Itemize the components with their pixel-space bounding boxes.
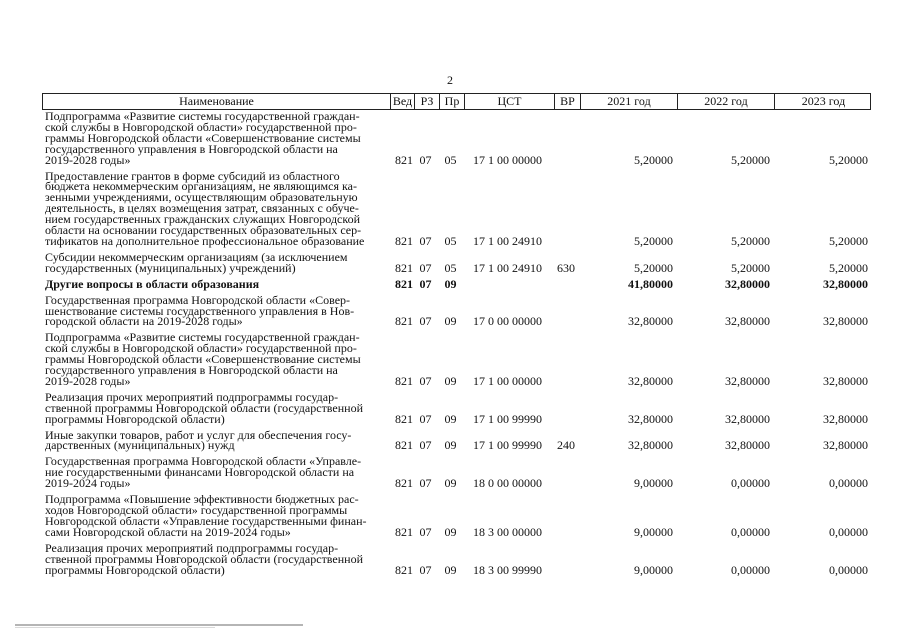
cell-pr: 09 bbox=[444, 476, 457, 491]
cell-name bbox=[42, 249, 389, 275]
cell-rz: 07 bbox=[419, 314, 432, 329]
table-header bbox=[42, 93, 871, 110]
table-row bbox=[42, 540, 871, 577]
cell-ved: 821 bbox=[395, 438, 413, 453]
name-line: Государственная программа Новгородской области «Управле- bbox=[45, 454, 362, 469]
cell-rz: 07 bbox=[419, 524, 432, 539]
cell-rz: 07 bbox=[419, 260, 432, 275]
cell-2022: 0,00000 bbox=[731, 562, 770, 577]
cell-pr: 05 bbox=[444, 260, 457, 275]
cell-pr: 05 bbox=[444, 233, 457, 248]
cell-name bbox=[42, 427, 389, 453]
cell-cst: 17 1 00 99990 bbox=[473, 411, 542, 426]
name-line: 2019-2028 годы» bbox=[45, 152, 131, 167]
name-line: 2019-2024 годы» bbox=[45, 476, 131, 491]
cell-cst: 17 1 00 99990 bbox=[473, 438, 542, 453]
cell-pr: 09 bbox=[444, 438, 457, 453]
cell-2023: 5,20000 bbox=[829, 260, 868, 275]
name-line: деятельность, в целях возмещения затрат, связанных с обуче- bbox=[45, 201, 359, 216]
name-line: ние государственными финансами Новгородской области на bbox=[45, 465, 355, 480]
scan-edge-divider bbox=[15, 627, 215, 628]
cell-name bbox=[42, 494, 389, 538]
header-ved: Вед bbox=[390, 94, 414, 109]
cell-2021: 5,20000 bbox=[634, 152, 673, 167]
cell-name bbox=[42, 389, 389, 426]
cell-name bbox=[42, 456, 389, 489]
name-line: Предоставление грантов в форме субсидий из областного bbox=[45, 168, 340, 183]
name-line: Подпрограмма «Развитие системы государственной граждан- bbox=[45, 109, 360, 123]
cell-cst: 17 1 00 00000 bbox=[473, 152, 542, 167]
cell-ved: 821 bbox=[395, 476, 413, 491]
table-row bbox=[42, 494, 871, 538]
name-line: Государственная программа Новгородской области «Совер- bbox=[45, 292, 351, 307]
name-line: Новгородской области «Управление государственными финан- bbox=[45, 513, 367, 528]
cell-pr: 09 bbox=[444, 562, 457, 577]
cell-2022: 5,20000 bbox=[731, 233, 770, 248]
cell-2021: 32,80000 bbox=[628, 314, 673, 329]
name-line: граммы Новгородской области «Совершенствование системы bbox=[45, 352, 361, 367]
cell-name bbox=[42, 332, 389, 387]
name-line: граммы Новгородской области «Совершенствование системы bbox=[45, 130, 361, 145]
cell-ved: 821 bbox=[395, 314, 413, 329]
name-line: Иные закупки товаров, работ и услуг для обеспечения госу- bbox=[45, 427, 352, 442]
cell-2023: 32,80000 bbox=[823, 438, 868, 453]
cell-2022: 5,20000 bbox=[731, 152, 770, 167]
cell-ved: 821 bbox=[395, 260, 413, 275]
name-line: тификатов на дополнительное профессиональное образование bbox=[45, 233, 365, 248]
cell-cst: 18 0 00 00000 bbox=[473, 476, 542, 491]
cell-ved: 821 bbox=[395, 233, 413, 248]
cell-rz: 07 bbox=[419, 562, 432, 577]
name-line: государственного управления в Новгородской области на bbox=[45, 141, 338, 156]
cell-2023: 5,20000 bbox=[829, 233, 868, 248]
cell-rz: 07 bbox=[419, 233, 432, 248]
table-row bbox=[42, 332, 871, 387]
cell-pr: 09 bbox=[444, 373, 457, 388]
name-line: дарственных (муниципальных) нужд bbox=[45, 438, 235, 453]
name-line: Другие вопросы в области образования bbox=[45, 276, 260, 291]
table-row bbox=[42, 389, 871, 426]
cell-name bbox=[42, 276, 389, 291]
name-line: Реализация прочих мероприятий подпрограммы государ- bbox=[45, 540, 339, 555]
name-line: Реализация прочих мероприятий подпрограммы государ- bbox=[45, 389, 339, 404]
cell-2022: 32,80000 bbox=[725, 314, 770, 329]
cell-ved: 821 bbox=[395, 373, 413, 388]
cell-2023: 0,00000 bbox=[829, 562, 868, 577]
name-line: ственной программы Новгородской области (государственной bbox=[45, 551, 363, 566]
cell-rz: 07 bbox=[419, 373, 432, 388]
cell-name bbox=[42, 540, 389, 577]
cell-cst: 17 1 00 00000 bbox=[473, 373, 542, 388]
cell-vr: 630 bbox=[557, 260, 575, 275]
cell-2021: 32,80000 bbox=[628, 438, 673, 453]
cell-pr: 09 bbox=[444, 411, 457, 426]
header-2023: 2023 год bbox=[774, 94, 872, 109]
name-line: нием государственных гражданских служащих Новгородской bbox=[45, 212, 361, 227]
cell-2022: 32,80000 bbox=[725, 373, 770, 388]
table-body bbox=[42, 111, 871, 575]
cell-name bbox=[42, 168, 389, 248]
cell-ved: 821 bbox=[395, 562, 413, 577]
cell-cst: 17 1 00 24910 bbox=[473, 260, 542, 275]
header-2022: 2022 год bbox=[677, 94, 774, 109]
name-line: 2019-2028 годы» bbox=[45, 373, 131, 388]
cell-ved: 821 bbox=[395, 152, 413, 167]
cell-pr: 09 bbox=[444, 276, 457, 291]
name-line: шенствование системы государственного управления в Нов- bbox=[45, 303, 355, 318]
cell-2022: 32,80000 bbox=[725, 438, 770, 453]
name-line: ходов Новгородской области» государственной программы bbox=[45, 503, 348, 517]
cell-2023: 5,20000 bbox=[829, 152, 868, 167]
cell-name bbox=[42, 292, 389, 329]
name-line: ской службы в Новгородской области» государственной про- bbox=[45, 341, 357, 356]
cell-2022: 0,00000 bbox=[731, 476, 770, 491]
header-rz: РЗ bbox=[414, 94, 439, 109]
table-row bbox=[42, 249, 871, 275]
cell-ved: 821 bbox=[395, 411, 413, 426]
name-line: зенными учреждениями, осуществляющим образовательную bbox=[45, 190, 358, 205]
cell-rz: 07 bbox=[419, 476, 432, 491]
cell-2022: 32,80000 bbox=[725, 276, 770, 291]
cell-2022: 32,80000 bbox=[725, 411, 770, 426]
scan-edge-divider bbox=[15, 624, 303, 626]
cell-2021: 32,80000 bbox=[628, 373, 673, 388]
cell-2023: 0,00000 bbox=[829, 524, 868, 539]
name-line: Субсидии некоммерческим организациям (за исключением bbox=[45, 249, 348, 264]
cell-cst: 17 1 00 24910 bbox=[473, 233, 542, 248]
cell-vr: 240 bbox=[557, 438, 575, 453]
cell-2023: 32,80000 bbox=[823, 276, 868, 291]
name-line: ской службы в Новгородской области» государственной про- bbox=[45, 119, 357, 134]
table-row bbox=[42, 168, 871, 248]
name-line: Подпрограмма «Повышение эффективности бюджетных рас- bbox=[45, 492, 359, 507]
table-row bbox=[42, 111, 871, 166]
name-line: области на основании государственных образовательных сер- bbox=[45, 223, 362, 238]
cell-2021: 9,00000 bbox=[634, 524, 673, 539]
name-line: бюджета некоммерческим организациям, не являющимся ка- bbox=[45, 179, 357, 194]
name-line: Подпрограмма «Развитие системы государственной граждан- bbox=[45, 330, 360, 345]
cell-2023: 32,80000 bbox=[823, 373, 868, 388]
header-pr: Пр bbox=[439, 94, 464, 109]
cell-rz: 07 bbox=[419, 411, 432, 426]
cell-pr: 05 bbox=[444, 152, 457, 167]
cell-2023: 0,00000 bbox=[829, 476, 868, 491]
cell-rz: 07 bbox=[419, 438, 432, 453]
table-row bbox=[42, 276, 871, 291]
table-row bbox=[42, 292, 871, 329]
header-name: Наименование bbox=[179, 94, 254, 108]
cell-name bbox=[42, 111, 389, 166]
name-line: сами Новгородской области на 2019-2024 годы» bbox=[45, 524, 291, 539]
name-line: государственного управления в Новгородской области на bbox=[45, 363, 338, 378]
table-row bbox=[42, 456, 871, 489]
cell-cst: 17 0 00 00000 bbox=[473, 314, 542, 329]
header-vr: ВР bbox=[554, 94, 580, 109]
cell-rz: 07 bbox=[419, 152, 432, 167]
header-2021: 2021 год bbox=[580, 94, 677, 109]
cell-ved: 821 bbox=[395, 524, 413, 539]
cell-2021: 9,00000 bbox=[634, 476, 673, 491]
cell-2022: 5,20000 bbox=[731, 260, 770, 275]
cell-2021: 32,80000 bbox=[628, 411, 673, 426]
cell-2022: 0,00000 bbox=[731, 524, 770, 539]
cell-2023: 32,80000 bbox=[823, 314, 868, 329]
name-line: государственных (муниципальных) учреждений) bbox=[45, 260, 296, 275]
cell-ved: 821 bbox=[395, 276, 413, 291]
cell-rz: 07 bbox=[419, 276, 432, 291]
cell-2021: 5,20000 bbox=[634, 260, 673, 275]
page-number: 2 bbox=[447, 73, 453, 87]
cell-2021: 5,20000 bbox=[634, 233, 673, 248]
name-line: городской области на 2019-2028 годы» bbox=[45, 314, 243, 329]
cell-pr: 09 bbox=[444, 314, 457, 329]
cell-pr: 09 bbox=[444, 524, 457, 539]
table-row bbox=[42, 427, 871, 453]
name-line: программы Новгородской области) bbox=[45, 411, 225, 426]
cell-2021: 9,00000 bbox=[634, 562, 673, 577]
cell-2021: 41,80000 bbox=[628, 276, 673, 291]
cell-2023: 32,80000 bbox=[823, 411, 868, 426]
name-line: программы Новгородской области) bbox=[45, 562, 225, 577]
header-cst: ЦСТ bbox=[464, 94, 554, 109]
cell-cst: 18 3 00 99990 bbox=[473, 562, 542, 577]
cell-cst: 18 3 00 00000 bbox=[473, 524, 542, 539]
name-line: ственной программы Новгородской области (государственной bbox=[45, 400, 363, 415]
